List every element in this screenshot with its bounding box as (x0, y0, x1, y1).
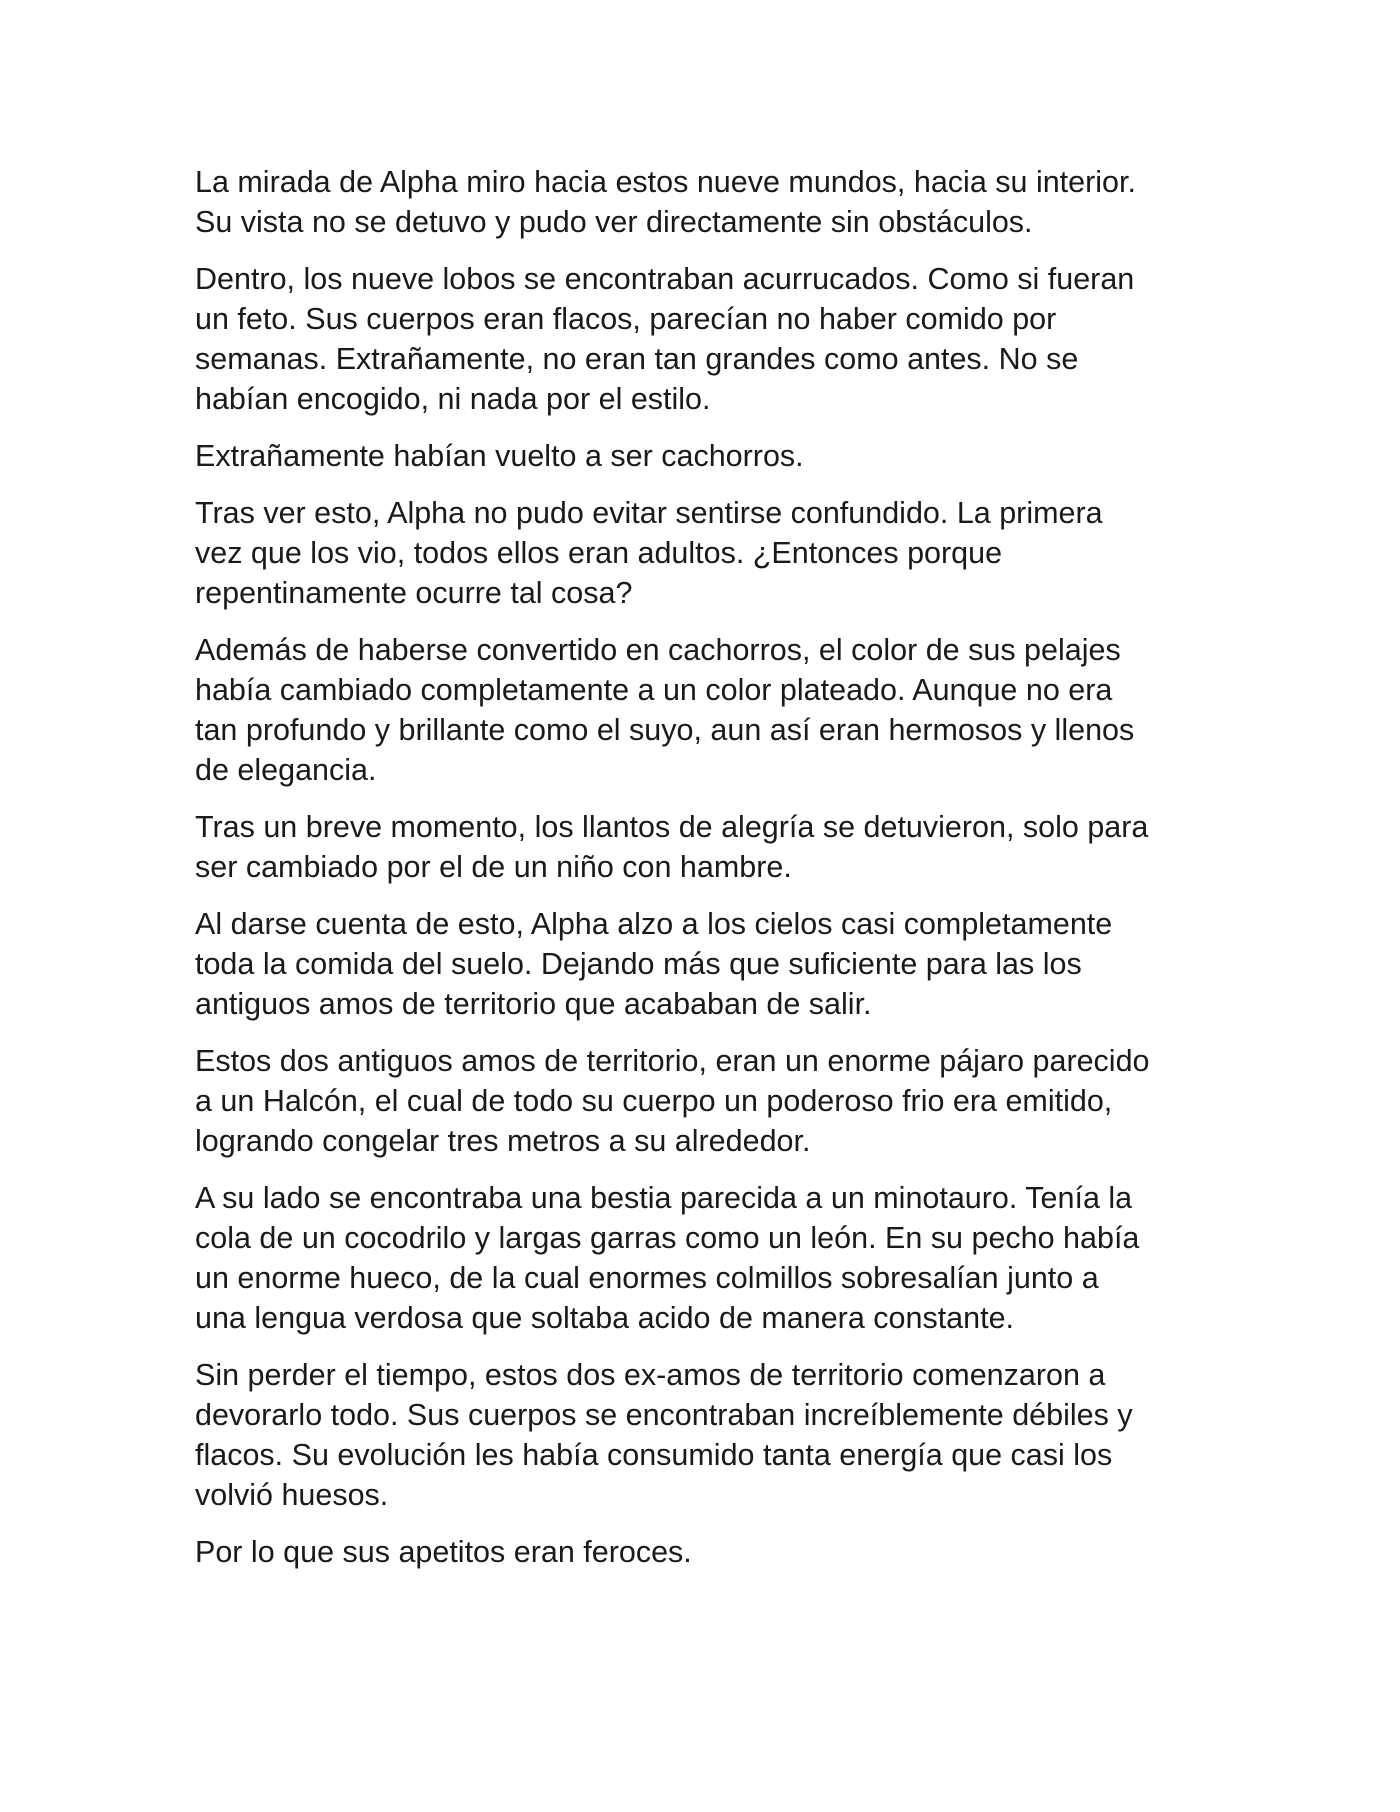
paragraph-3: Extrañamente habían vuelto a ser cachorros. (195, 439, 804, 473)
paragraph-4: Tras ver esto, Alpha no pudo evitar sentirse confundido. La primera vez que los vio, todos ellos eran adultos. ¿Entonces porque repentinamente ocurre tal cosa? (195, 496, 1103, 610)
paragraph-10: Sin perder el tiempo, estos dos ex-amos de territorio comenzaron a devorarlo todo. Sus cuerpos se encontraban increíblemente débiles y flacos. Su evolución les había consumido tanta energía que casi los volvió huesos. (195, 1358, 1133, 1512)
paragraph-6: Tras un breve momento, los llantos de alegría se detuvieron, solo para ser cambiado por el de un niño con hambre. (195, 810, 1149, 884)
paragraph-8: Estos dos antiguos amos de territorio, eran un enorme pájaro parecido a un Halcón, el cual de todo su cuerpo un poderoso frio era emitido, logrando congelar tres metros a su alrededor. (195, 1044, 1150, 1158)
paragraph-9: A su lado se encontraba una bestia parecida a un minotauro. Tenía la cola de un cocodrilo y largas garras como un león. En su pecho había un enorme hueco, de la cual enormes colmillos sobresalían junto a una lengua verdosa que soltaba acido de manera constante. (195, 1181, 1140, 1335)
document-body (195, 162, 1215, 1589)
paragraph-11: Por lo que sus apetitos eran feroces. (195, 1535, 692, 1569)
paragraph-1: La mirada de Alpha miro hacia estos nueve mundos, hacia su interior. Su vista no se detuvo y pudo ver directamente sin obstáculos. (195, 165, 1136, 239)
paragraph-7: Al darse cuenta de esto, Alpha alzo a los cielos casi completamente toda la comida del suelo. Dejando más que suficiente para las los antiguos amos de territorio que acababan de salir. (195, 907, 1113, 1021)
paragraph-2: Dentro, los nueve lobos se encontraban acurrucados. Como si fueran un feto. Sus cuerpos eran flacos, parecían no haber comido por semanas. Extrañamente, no eran tan grandes como antes. No se habían encogido, ni nada por el estilo. (195, 262, 1135, 416)
paragraph-5: Además de haberse convertido en cachorros, el color de sus pelajes había cambiado completamente a un color plateado. Aunque no era tan profundo y brillante como el suyo, aun así eran hermosos y llenos de elegancia. (195, 633, 1135, 787)
